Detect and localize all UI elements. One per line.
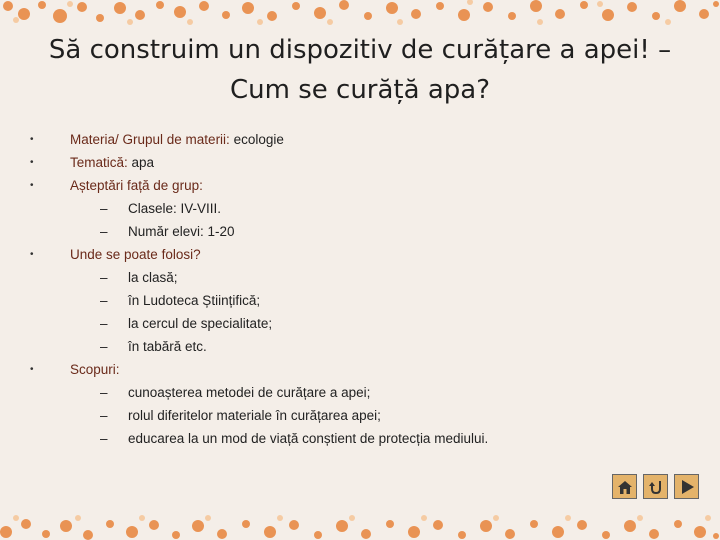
sub-list-item (30, 289, 690, 312)
bullet: • (30, 180, 34, 191)
sub-item-text: cunoașterea metodei de curățare a apei; (128, 385, 371, 400)
dash: – (100, 293, 108, 308)
sub-list-item (30, 404, 690, 427)
sub-item-text: rolul diferitelor materiale în curățarea apei; (128, 408, 381, 423)
decorative-border-bottom (0, 510, 720, 540)
item-value: ecologie (229, 132, 284, 147)
dash: – (100, 201, 108, 216)
sub-list-item (30, 220, 690, 243)
bullet: • (30, 157, 34, 168)
bullet: • (30, 249, 34, 260)
home-icon (616, 478, 634, 496)
sub-list-item (30, 335, 690, 358)
list-item (30, 174, 690, 197)
sub-item-text: la cercul de specialitate; (128, 316, 273, 331)
sub-list-item (30, 197, 690, 220)
sub-item-text: la clasă; (128, 270, 178, 285)
dash: – (100, 431, 108, 446)
next-button[interactable] (674, 474, 699, 499)
sub-list-item (30, 381, 690, 404)
sub-item-text: Număr elevi: 1-20 (128, 224, 235, 239)
item-key: Așteptări față de grup: (70, 178, 203, 193)
bullet: • (30, 364, 34, 375)
sub-list-item (30, 427, 690, 450)
play-next-icon (678, 478, 696, 496)
list-item (30, 243, 690, 266)
sub-item-text: educarea la un mod de viață conștient de protecția mediului. (128, 431, 489, 446)
item-key: Unde se poate folosi? (70, 247, 201, 262)
list-item (30, 151, 690, 174)
bullet: • (30, 134, 34, 145)
sub-list-item (30, 312, 690, 335)
dash: – (100, 385, 108, 400)
item-key: Tematică: (70, 155, 128, 170)
dash: – (100, 339, 108, 354)
slide-title (30, 30, 690, 110)
list-item (30, 358, 690, 381)
navigation-buttons (612, 474, 699, 499)
list-item (30, 128, 690, 151)
dash: – (100, 408, 108, 423)
return-button[interactable] (643, 474, 668, 499)
home-button[interactable] (612, 474, 637, 499)
dash: – (100, 270, 108, 285)
sub-item-text: în tabără etc. (128, 339, 207, 354)
sub-list-item (30, 266, 690, 289)
decorative-border-top (0, 0, 720, 30)
item-key: Materia/ Grupul de materii: (70, 132, 230, 147)
title-line-2: Cum se curăță apa? (230, 75, 490, 105)
item-key: Scopuri: (70, 362, 120, 377)
return-icon (647, 478, 665, 496)
dash: – (100, 316, 108, 331)
item-value: apa (127, 155, 155, 170)
content-list (30, 128, 690, 450)
dash: – (100, 224, 108, 239)
sub-item-text: în Ludoteca Științifică; (128, 293, 261, 308)
sub-item-text: Clasele: IV-VIII. (128, 201, 222, 216)
title-line-1: Să construim un dispozitiv de curățare a apei! – (48, 35, 672, 65)
